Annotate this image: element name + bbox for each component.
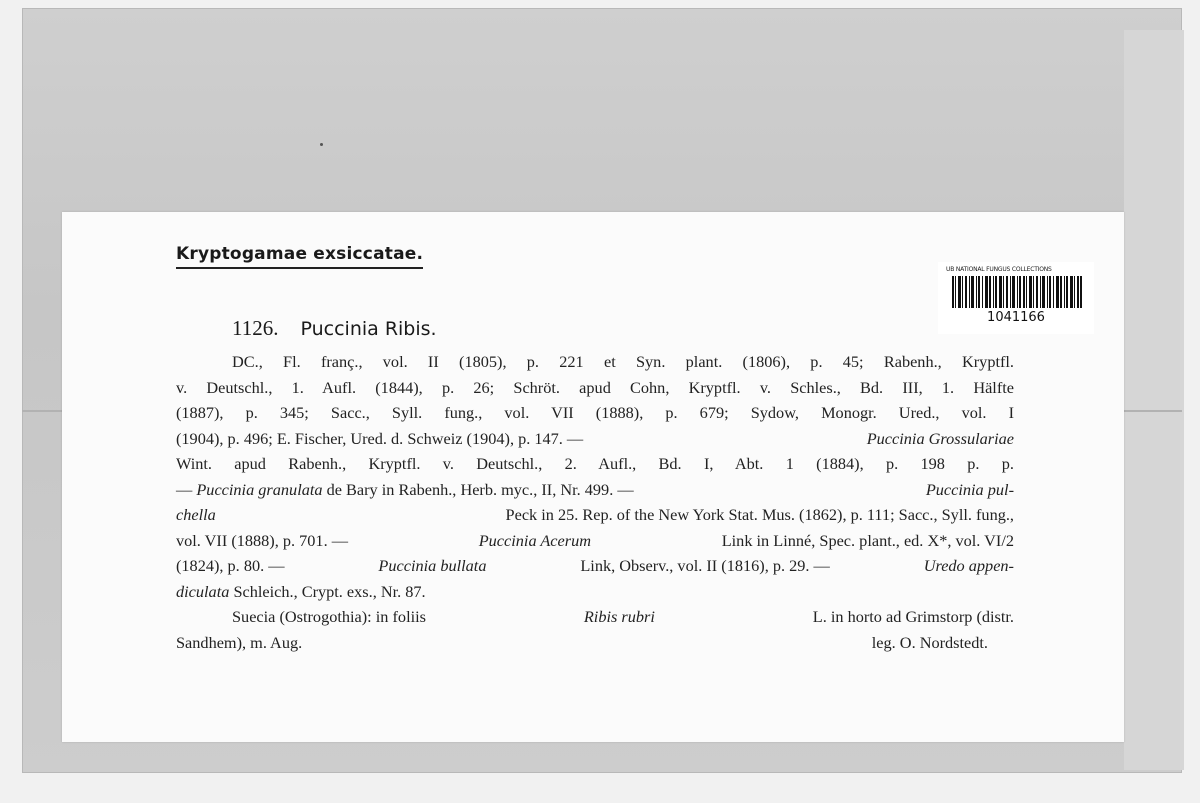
citation-text: de Bary in Rabenh., Herb. myc., II, Nr. 499. — <box>326 479 634 499</box>
citation-line: (1887), p. 345; Sacc., Syll. fung., vol. VII (1888), p. 679; Sydow, Monogr. Ured., vol. I <box>176 403 1014 422</box>
synonym-name: Puccinia Grossulariae <box>866 428 1014 448</box>
collector: leg. O. Nordstedt. <box>871 632 988 652</box>
locality-date: Sandhem), m. Aug. <box>176 632 303 652</box>
citation-line <box>176 579 1014 605</box>
citation-text: (1824), p. 80. — <box>176 556 285 575</box>
species-name: Puccinia Ribis. <box>300 318 437 340</box>
citation-text: — <box>176 479 193 499</box>
synonym-name: Puccinia granulata <box>196 479 323 499</box>
synonym-name: Puccinia pul- <box>925 479 1014 499</box>
synonym-name: chella <box>176 505 216 524</box>
synonym-name: diculata <box>176 581 230 601</box>
citation-text: Peck in 25. Rep. of the New York Stat. Mus. (1862), p. 111; Sacc., Syll. fung., <box>505 505 1014 524</box>
locality-line <box>176 630 1014 656</box>
citation-line: v. Deutschl., 1. Aufl. (1844), p. 26; Schröt. apud Cohn, Kryptfl. v. Schles., Bd. III, 1. Hälfte <box>176 377 1014 397</box>
citation-text: (1904), p. 496; E. Fischer, Ured. d. Schweiz (1904), p. 147. — <box>176 428 584 448</box>
citation-line <box>176 426 1014 452</box>
citation-block <box>176 349 1014 655</box>
citation-line <box>176 502 1014 528</box>
locality-text: Suecia (Ostrogothia): in foliis <box>232 607 426 626</box>
citation-line <box>176 477 1014 503</box>
barcode-number: 1041166 <box>987 310 1045 325</box>
sheet-edge <box>1124 30 1184 770</box>
synonym-name: Puccinia Acerum <box>478 530 591 550</box>
exsiccata-number: 1126. <box>232 316 279 340</box>
citation-line <box>176 553 1014 579</box>
citation-text: Link in Linné, Spec. plant., ed. X*, vol. VI/2 <box>721 530 1014 550</box>
citation-text: Link, Observ., vol. II (1816), p. 29. — <box>580 556 830 575</box>
species-heading <box>232 316 437 341</box>
citation-text: Schleich., Crypt. exs., Nr. 87. <box>233 581 426 601</box>
dust-speck <box>320 143 323 146</box>
citation-line <box>176 528 1014 554</box>
barcode-institution: UB NATIONAL FUNGUS COLLECTIONS <box>946 266 1052 273</box>
citation-line: Wint. apud Rabenh., Kryptfl. v. Deutschl., 2. Aufl., Bd. I, Abt. 1 (1884), p. 198 p. p. <box>176 454 1014 473</box>
series-title: Kryptogamae exsiccatae. <box>176 244 423 269</box>
citation-line: DC., Fl. franç., vol. II (1805), p. 221 et Syn. plant. (1806), p. 45; Rabenh., Kryptfl. <box>232 352 1014 371</box>
synonym-name: Puccinia bullata <box>378 556 487 575</box>
citation-text: vol. VII (1888), p. 701. — <box>176 530 348 550</box>
locality-text: L. in horto ad Grimstorp (distr. <box>812 607 1014 626</box>
host-name: Ribis rubri <box>583 607 655 626</box>
synonym-name: Uredo appen- <box>923 556 1014 575</box>
barcode-label <box>938 262 1094 334</box>
barcode-icon <box>952 276 1082 308</box>
locality-line <box>176 604 1014 630</box>
